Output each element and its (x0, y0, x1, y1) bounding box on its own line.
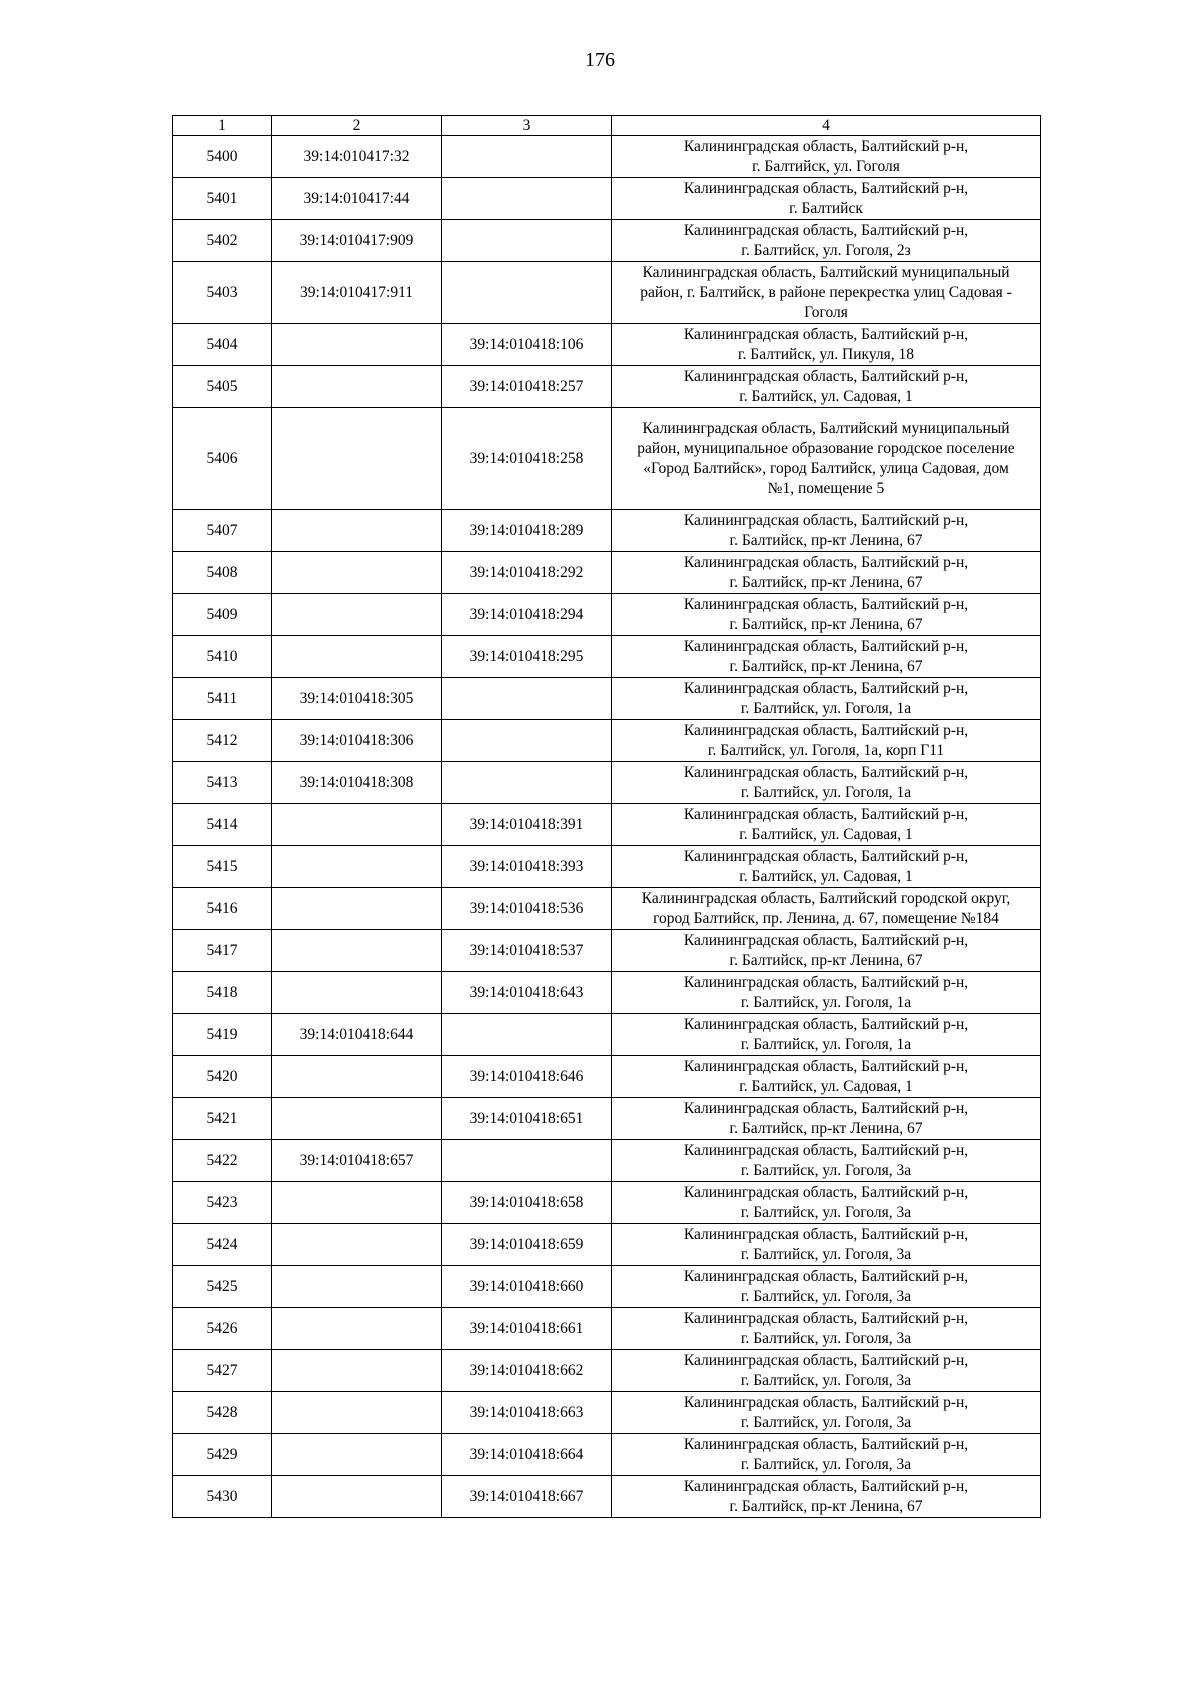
table-row (173, 262, 1041, 324)
row-number-cell: 5404 (173, 324, 272, 366)
row-number-cell: 5428 (173, 1392, 272, 1434)
cadastral-number-cell (272, 804, 442, 846)
cadastral-number-cell: 39:14:010418:643 (442, 972, 612, 1014)
cadastral-number-cell (272, 1392, 442, 1434)
address-cell: Калининградская область, Балтийский р-н, г. Балтийск, пр-кт Ленина, 67 (612, 1098, 1041, 1140)
row-number-cell: 5427 (173, 1350, 272, 1392)
row-number-cell: 5423 (173, 1182, 272, 1224)
register-table (172, 115, 1041, 1518)
cadastral-number-cell (272, 408, 442, 510)
cadastral-number-cell (272, 1308, 442, 1350)
cadastral-number-cell (272, 510, 442, 552)
cadastral-number-cell: 39:14:010418:667 (442, 1476, 612, 1518)
address-cell: Калининградская область, Балтийский р-н, г. Балтийск, ул. Гоголя, 3а (612, 1266, 1041, 1308)
row-number-cell: 5405 (173, 366, 272, 408)
address-cell: Калининградская область, Балтийский р-н, г. Балтийск, ул. Гоголя, 1а (612, 678, 1041, 720)
cadastral-number-cell (442, 678, 612, 720)
address-cell: Калининградская область, Балтийский р-н, г. Балтийск, пр-кт Ленина, 67 (612, 1476, 1041, 1518)
table-row (173, 1476, 1041, 1518)
cadastral-number-cell: 39:14:010418:292 (442, 552, 612, 594)
row-number-cell: 5421 (173, 1098, 272, 1140)
page-number: 176 (585, 49, 615, 71)
header-row (173, 116, 1041, 136)
cadastral-number-cell: 39:14:010418:658 (442, 1182, 612, 1224)
cadastral-number-cell (272, 366, 442, 408)
cadastral-number-cell: 39:14:010418:657 (272, 1140, 442, 1182)
table-row (173, 324, 1041, 366)
table-row (173, 220, 1041, 262)
cadastral-number-cell: 39:14:010418:106 (442, 324, 612, 366)
table-row (173, 366, 1041, 408)
cadastral-number-cell: 39:14:010417:32 (272, 136, 442, 178)
row-number-cell: 5411 (173, 678, 272, 720)
cadastral-number-cell (272, 594, 442, 636)
row-number-cell: 5414 (173, 804, 272, 846)
cadastral-number-cell (272, 1434, 442, 1476)
cadastral-number-cell: 39:14:010418:661 (442, 1308, 612, 1350)
row-number-cell: 5410 (173, 636, 272, 678)
address-cell: Калининградская область, Балтийский р-н, г. Балтийск, ул. Гоголя, 3а (612, 1350, 1041, 1392)
cadastral-number-cell (272, 1350, 442, 1392)
table-row (173, 594, 1041, 636)
cadastral-number-cell (272, 1266, 442, 1308)
table-row (173, 178, 1041, 220)
table-row (173, 1350, 1041, 1392)
cadastral-number-cell: 39:14:010418:391 (442, 804, 612, 846)
cadastral-number-cell: 39:14:010418:663 (442, 1392, 612, 1434)
table-row (173, 1308, 1041, 1350)
table-body (173, 136, 1041, 1518)
table-row (173, 1056, 1041, 1098)
cadastral-number-cell: 39:14:010418:662 (442, 1350, 612, 1392)
address-cell: Калининградская область, Балтийский р-н, г. Балтийск, ул. Гоголя, 3а (612, 1140, 1041, 1182)
row-number-cell: 5406 (173, 408, 272, 510)
address-cell: Калининградская область, Балтийский р-н, г. Балтийск, пр-кт Ленина, 67 (612, 636, 1041, 678)
row-number-cell: 5418 (173, 972, 272, 1014)
table-row (173, 136, 1041, 178)
address-cell: Калининградская область, Балтийский р-н, г. Балтийск, пр-кт Ленина, 67 (612, 594, 1041, 636)
table-row (173, 1266, 1041, 1308)
table-row (173, 1098, 1041, 1140)
cadastral-number-cell (272, 1098, 442, 1140)
table-row (173, 888, 1041, 930)
cadastral-number-cell (272, 1476, 442, 1518)
address-cell: Калининградская область, Балтийский р-н, г. Балтийск, ул. Гоголя, 3а (612, 1308, 1041, 1350)
table-row (173, 972, 1041, 1014)
address-cell: Калининградская область, Балтийский р-н, г. Балтийск, ул. Гоголя, 1а, корп Г11 (612, 720, 1041, 762)
row-number-cell: 5419 (173, 1014, 272, 1056)
address-cell: Калининградская область, Балтийский р-н, г. Балтийск, ул. Садовая, 1 (612, 366, 1041, 408)
address-cell: Калининградская область, Балтийский р-н, г. Балтийск, ул. Садовая, 1 (612, 804, 1041, 846)
table-row (173, 846, 1041, 888)
row-number-cell: 5412 (173, 720, 272, 762)
header-col-4: 4 (612, 116, 1041, 136)
cadastral-number-cell: 39:14:010418:644 (272, 1014, 442, 1056)
cadastral-number-cell (272, 552, 442, 594)
table-row (173, 510, 1041, 552)
cadastral-number-cell: 39:14:010418:660 (442, 1266, 612, 1308)
cadastral-number-cell (442, 178, 612, 220)
cadastral-number-cell (442, 1014, 612, 1056)
address-cell: Калининградская область, Балтийский р-н, г. Балтийск, ул. Гоголя (612, 136, 1041, 178)
cadastral-number-cell (272, 324, 442, 366)
address-cell: Калининградская область, Балтийский р-н, г. Балтийск, ул. Гоголя, 3а (612, 1392, 1041, 1434)
address-cell: Калининградская область, Балтийский муниципальный район, г. Балтийск, в районе перекрестка улиц Садовая - Гоголя (612, 262, 1041, 324)
table-row (173, 552, 1041, 594)
row-number-cell: 5420 (173, 1056, 272, 1098)
row-number-cell: 5403 (173, 262, 272, 324)
header-col-3: 3 (442, 116, 612, 136)
row-number-cell: 5413 (173, 762, 272, 804)
cadastral-number-cell (442, 262, 612, 324)
address-cell: Калининградская область, Балтийский р-н, г. Балтийск, ул. Гоголя, 3а (612, 1224, 1041, 1266)
table-row (173, 636, 1041, 678)
address-cell: Калининградская область, Балтийский р-н, г. Балтийск, ул. Гоголя, 2з (612, 220, 1041, 262)
cadastral-number-cell (272, 846, 442, 888)
row-number-cell: 5401 (173, 178, 272, 220)
table-row (173, 1434, 1041, 1476)
address-cell: Калининградская область, Балтийский р-н, г. Балтийск, пр-кт Ленина, 67 (612, 552, 1041, 594)
address-cell: Калининградская область, Балтийский городской округ, город Балтийск, пр. Ленина, д. 67, помещение №184 (612, 888, 1041, 930)
table-row (173, 804, 1041, 846)
cadastral-number-cell: 39:14:010417:44 (272, 178, 442, 220)
cadastral-number-cell: 39:14:010418:536 (442, 888, 612, 930)
address-cell: Калининградская область, Балтийский р-н, г. Балтийск (612, 178, 1041, 220)
cadastral-number-cell (442, 136, 612, 178)
table-row (173, 1224, 1041, 1266)
address-cell: Калининградская область, Балтийский р-н, г. Балтийск, ул. Гоголя, 1а (612, 972, 1041, 1014)
address-cell: Калининградская область, Балтийский муниципальный район, муниципальное образование городское поселение «Город Балтийск», город Балтийск, улица Садовая, дом №1, помещение 5 (612, 408, 1041, 510)
cadastral-number-cell (272, 930, 442, 972)
cadastral-number-cell (442, 220, 612, 262)
address-cell: Калининградская область, Балтийский р-н, г. Балтийск, ул. Гоголя, 1а (612, 762, 1041, 804)
row-number-cell: 5430 (173, 1476, 272, 1518)
cadastral-number-cell (442, 720, 612, 762)
cadastral-number-cell: 39:14:010418:659 (442, 1224, 612, 1266)
cadastral-number-cell (272, 1056, 442, 1098)
address-cell: Калининградская область, Балтийский р-н, г. Балтийск, ул. Пикуля, 18 (612, 324, 1041, 366)
cadastral-number-cell: 39:14:010418:646 (442, 1056, 612, 1098)
cadastral-number-cell: 39:14:010418:306 (272, 720, 442, 762)
table-row (173, 678, 1041, 720)
row-number-cell: 5400 (173, 136, 272, 178)
address-cell: Калининградская область, Балтийский р-н, г. Балтийск, ул. Садовая, 1 (612, 1056, 1041, 1098)
cadastral-number-cell (442, 1140, 612, 1182)
cadastral-number-cell: 39:14:010418:289 (442, 510, 612, 552)
address-cell: Калининградская область, Балтийский р-н, г. Балтийск, ул. Гоголя, 3а (612, 1434, 1041, 1476)
cadastral-number-cell (272, 1224, 442, 1266)
row-number-cell: 5425 (173, 1266, 272, 1308)
row-number-cell: 5415 (173, 846, 272, 888)
row-number-cell: 5408 (173, 552, 272, 594)
cadastral-number-cell (272, 636, 442, 678)
cadastral-number-cell (442, 762, 612, 804)
cadastral-number-cell: 39:14:010418:537 (442, 930, 612, 972)
table-row (173, 930, 1041, 972)
address-cell: Калининградская область, Балтийский р-н, г. Балтийск, ул. Садовая, 1 (612, 846, 1041, 888)
row-number-cell: 5417 (173, 930, 272, 972)
row-number-cell: 5426 (173, 1308, 272, 1350)
cadastral-number-cell: 39:14:010418:305 (272, 678, 442, 720)
cadastral-number-cell: 39:14:010418:393 (442, 846, 612, 888)
cadastral-number-cell (272, 972, 442, 1014)
header-col-2: 2 (272, 116, 442, 136)
table-row (173, 1392, 1041, 1434)
header-col-1: 1 (173, 116, 272, 136)
cadastral-number-cell: 39:14:010418:664 (442, 1434, 612, 1476)
row-number-cell: 5422 (173, 1140, 272, 1182)
cadastral-number-cell: 39:14:010418:651 (442, 1098, 612, 1140)
row-number-cell: 5424 (173, 1224, 272, 1266)
cadastral-number-cell: 39:14:010418:294 (442, 594, 612, 636)
address-cell: Калининградская область, Балтийский р-н, г. Балтийск, ул. Гоголя, 1а (612, 1014, 1041, 1056)
table-row (173, 720, 1041, 762)
table-row (173, 1182, 1041, 1224)
address-cell: Калининградская область, Балтийский р-н, г. Балтийск, ул. Гоголя, 3а (612, 1182, 1041, 1224)
address-cell: Калининградская область, Балтийский р-н, г. Балтийск, пр-кт Ленина, 67 (612, 510, 1041, 552)
row-number-cell: 5407 (173, 510, 272, 552)
cadastral-number-cell (272, 1182, 442, 1224)
table-row (173, 1014, 1041, 1056)
cadastral-number-cell: 39:14:010417:909 (272, 220, 442, 262)
cadastral-number-cell: 39:14:010417:911 (272, 262, 442, 324)
row-number-cell: 5429 (173, 1434, 272, 1476)
address-cell: Калининградская область, Балтийский р-н, г. Балтийск, пр-кт Ленина, 67 (612, 930, 1041, 972)
cadastral-number-cell: 39:14:010418:308 (272, 762, 442, 804)
table-row (173, 1140, 1041, 1182)
cadastral-number-cell: 39:14:010418:295 (442, 636, 612, 678)
table-row (173, 762, 1041, 804)
table-row (173, 408, 1041, 510)
row-number-cell: 5402 (173, 220, 272, 262)
cadastral-number-cell: 39:14:010418:258 (442, 408, 612, 510)
row-number-cell: 5409 (173, 594, 272, 636)
row-number-cell: 5416 (173, 888, 272, 930)
cadastral-number-cell: 39:14:010418:257 (442, 366, 612, 408)
cadastral-number-cell (272, 888, 442, 930)
